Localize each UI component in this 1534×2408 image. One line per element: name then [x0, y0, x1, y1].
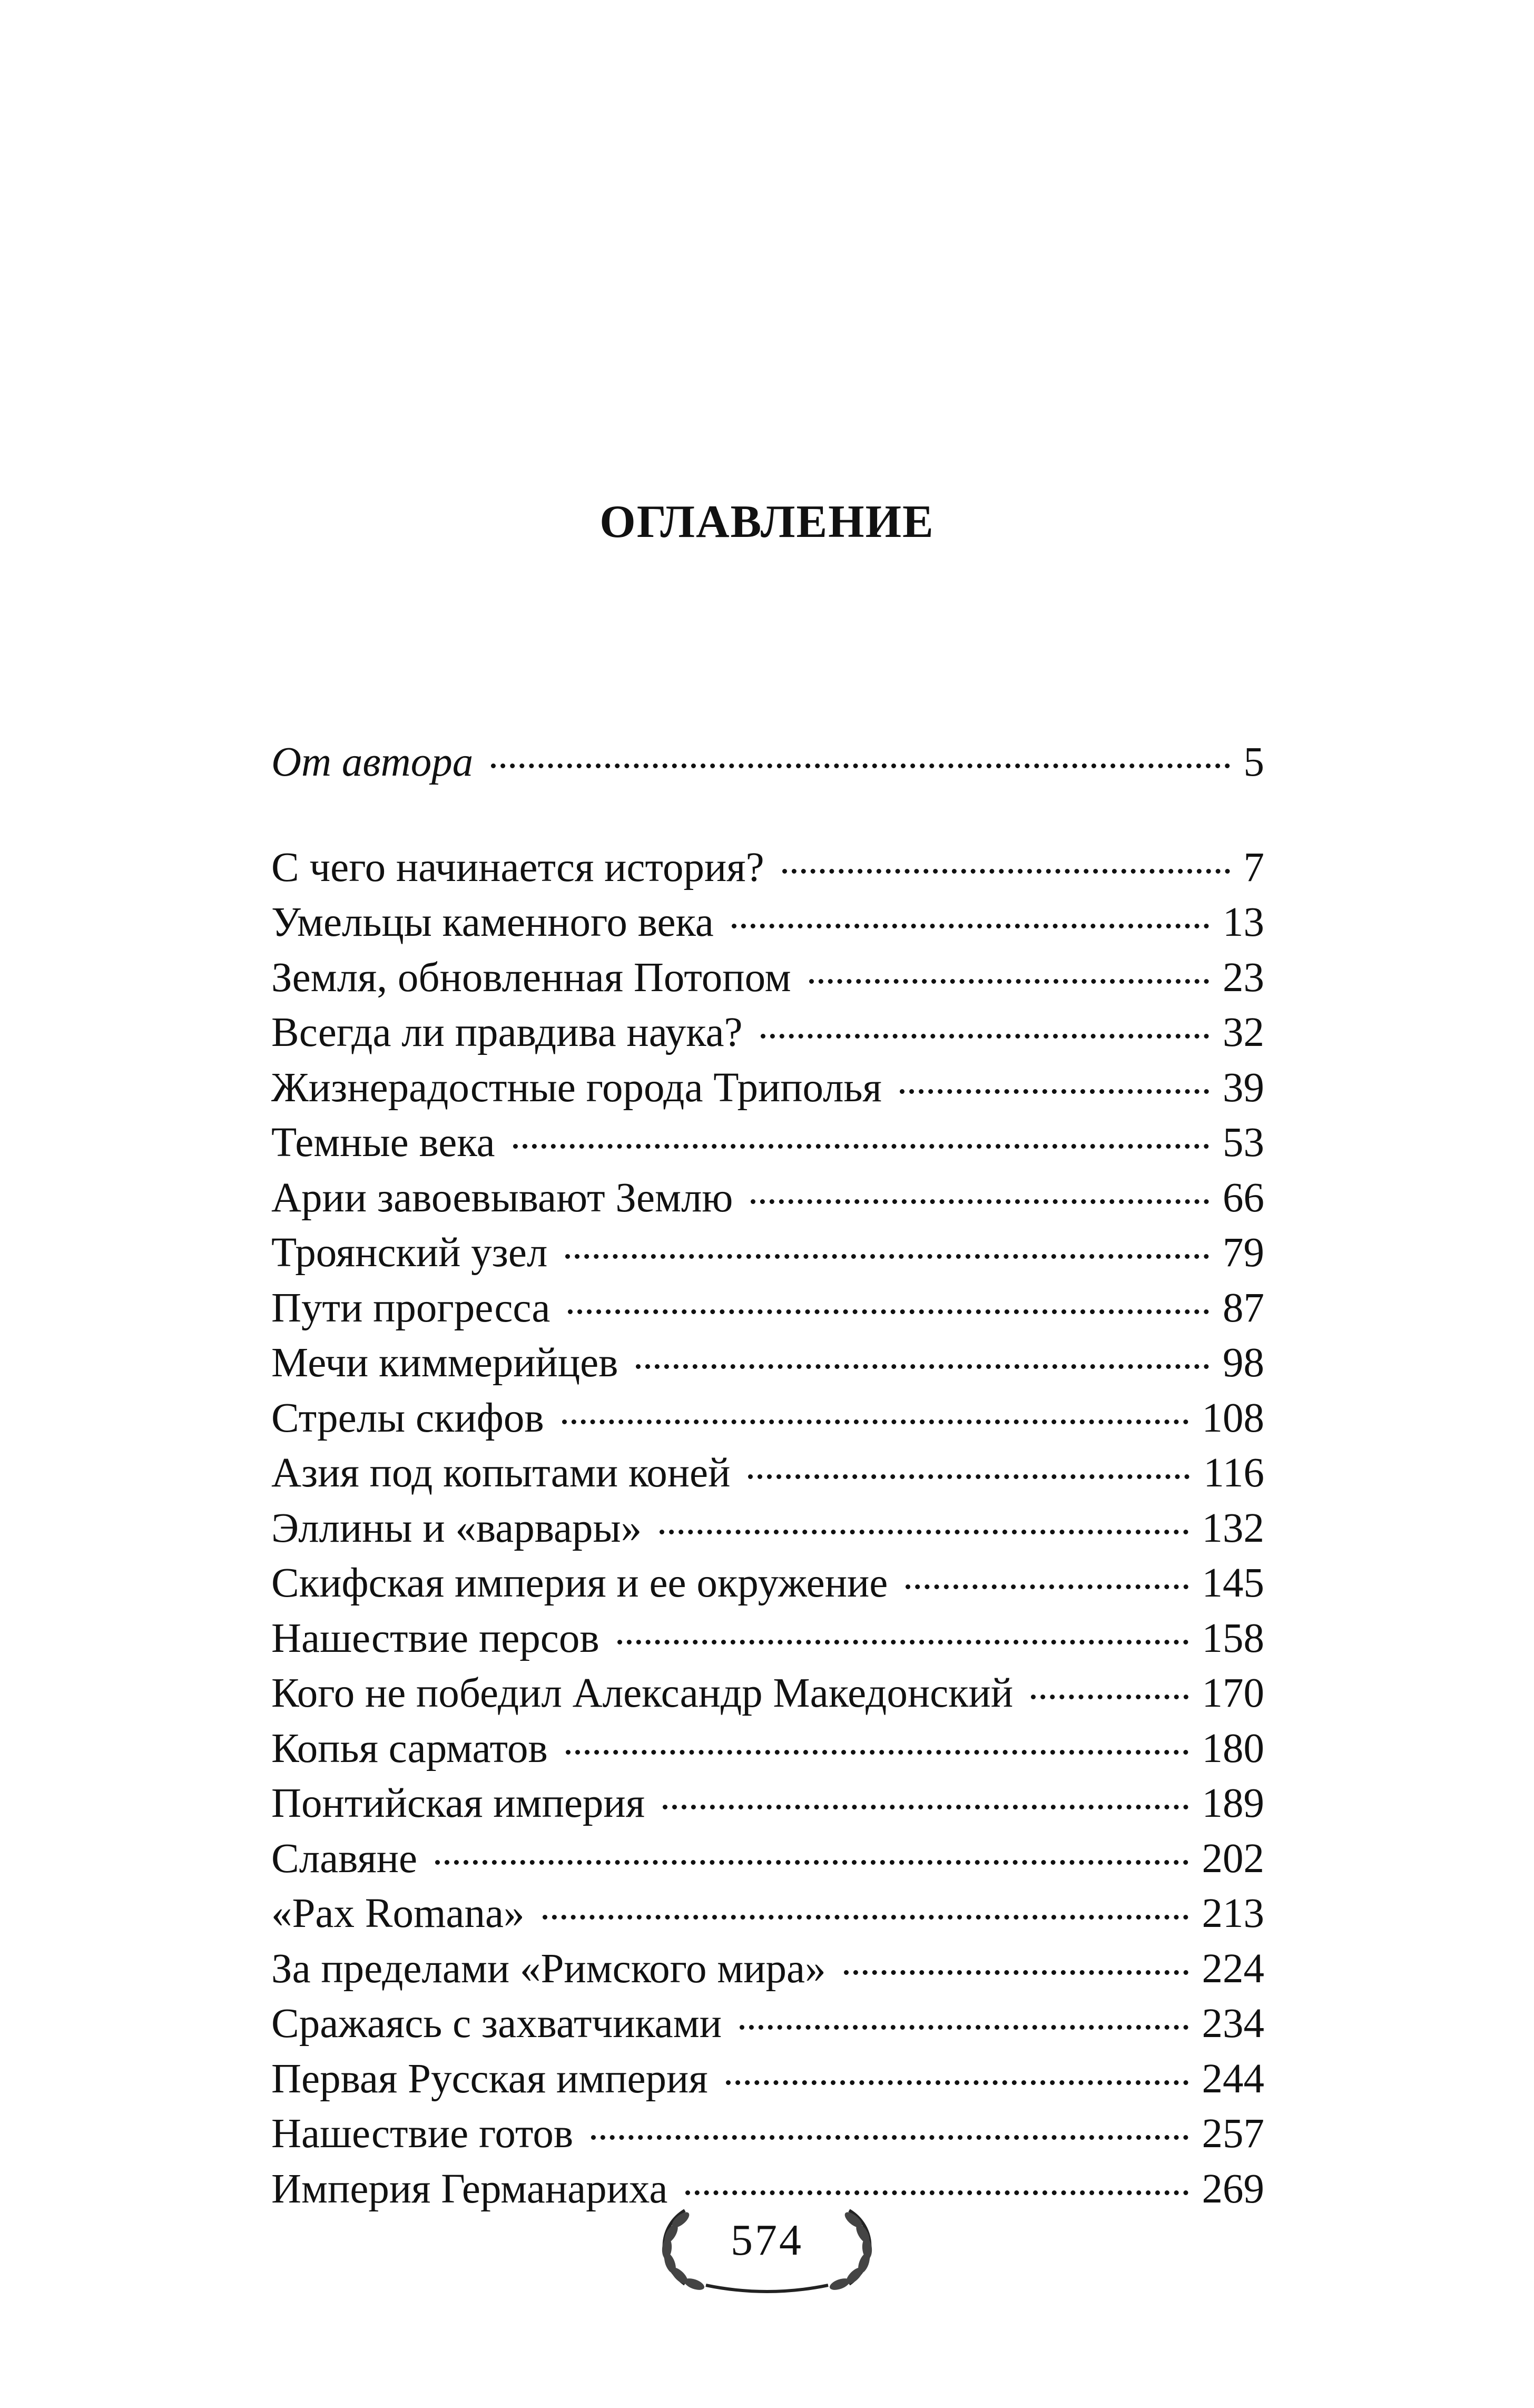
toc-entry-title: Троянский узел [271, 1230, 548, 1276]
toc-entry-page: 234 [1202, 2001, 1264, 2047]
toc-entry[interactable] [271, 2107, 1264, 2162]
toc-entry[interactable] [271, 1061, 1264, 1116]
dot-leader [562, 1420, 1188, 1424]
toc-entry-title: Умельцы каменного века [271, 899, 714, 945]
toc-entry[interactable] [271, 1171, 1264, 1226]
toc-entry-page: 158 [1202, 1615, 1264, 1661]
dot-leader [1031, 1695, 1188, 1699]
toc-entry[interactable] [271, 1005, 1264, 1061]
toc-entry-title: Империя Германариха [271, 2166, 668, 2212]
toc-entry-title: Славяне [271, 1835, 418, 1882]
toc-entry[interactable] [271, 1115, 1264, 1171]
dot-leader [751, 1199, 1209, 1204]
toc-entry[interactable] [271, 1336, 1264, 1391]
toc-entry-page: 224 [1202, 1945, 1264, 1992]
toc-entry-intro[interactable] [271, 735, 1264, 790]
page-number-ornament [648, 2195, 886, 2295]
dot-leader [435, 1860, 1188, 1865]
toc-entry-page: 32 [1223, 1010, 1264, 1055]
dot-leader [844, 1970, 1188, 1975]
toc-entry-page: 213 [1202, 1891, 1264, 1936]
toc-entry-page: 257 [1202, 2111, 1264, 2157]
dot-leader [636, 1364, 1209, 1369]
dot-leader [663, 1805, 1188, 1809]
toc-entry[interactable] [271, 1281, 1264, 1336]
toc-entry-title: Первая Русская империя [271, 2055, 708, 2102]
toc-entry-title: Нашествие персов [271, 1615, 599, 1661]
toc-entry-page: 244 [1202, 2055, 1264, 2102]
toc-entry-page: 108 [1202, 1395, 1264, 1441]
toc-entry-page: 202 [1202, 1835, 1264, 1882]
toc-entry[interactable] [271, 1886, 1264, 1942]
dot-leader [782, 869, 1230, 874]
toc-entry-page: 132 [1202, 1505, 1264, 1551]
dot-leader [568, 1309, 1209, 1314]
toc-entry-page: 23 [1223, 954, 1264, 1001]
toc-entry-title: Сражаясь с захватчиками [271, 2001, 722, 2047]
toc-entry[interactable] [271, 951, 1264, 1006]
toc-entry[interactable] [271, 1611, 1264, 1667]
dot-leader [491, 763, 1230, 768]
toc-entry-list [271, 840, 1264, 2217]
table-of-contents [271, 735, 1264, 2217]
dot-leader [761, 1034, 1209, 1039]
toc-entry-title: За пределами «Римского мира» [271, 1945, 826, 1992]
toc-entry[interactable] [271, 1446, 1264, 1501]
toc-entry-title: Пути прогресса [271, 1285, 550, 1331]
toc-entry-title: Земля, обновленная Потопом [271, 954, 791, 1001]
dot-leader [740, 2025, 1188, 2030]
toc-entry-page: 180 [1202, 1725, 1264, 1771]
toc-entry[interactable] [271, 1226, 1264, 1281]
toc-entry[interactable] [271, 1776, 1264, 1832]
toc-entry[interactable] [271, 1942, 1264, 1997]
toc-entry-title: От автора [271, 739, 474, 785]
toc-entry[interactable] [271, 1996, 1264, 2052]
toc-entry-title: Копья сарматов [271, 1725, 548, 1771]
dot-leader [900, 1089, 1209, 1094]
dot-leader [513, 1144, 1209, 1149]
toc-entry[interactable] [271, 895, 1264, 951]
toc-entry[interactable] [271, 1391, 1264, 1446]
toc-entry-page: 170 [1202, 1670, 1264, 1716]
toc-entry-page: 5 [1243, 739, 1264, 785]
toc-entry-page: 7 [1243, 844, 1264, 890]
toc-entry-title: «Pax Romana» [271, 1891, 525, 1936]
toc-entry-title: Скифская империя и ее окружение [271, 1560, 888, 1606]
toc-entry-title: Жизнерадостные города Триполья [271, 1064, 882, 1111]
toc-entry-title: Темные века [271, 1120, 495, 1166]
toc-entry[interactable] [271, 1666, 1264, 1721]
toc-entry-page: 79 [1223, 1230, 1264, 1276]
toc-entry[interactable] [271, 2052, 1264, 2107]
dot-leader [732, 924, 1209, 928]
toc-entry-page: 13 [1223, 899, 1264, 945]
toc-entry[interactable] [271, 1832, 1264, 1887]
toc-entry-title: Нашествие готов [271, 2111, 574, 2157]
dot-leader [617, 1640, 1188, 1645]
toc-entry-title: Понтийская империя [271, 1780, 645, 1826]
dot-leader [660, 1530, 1188, 1534]
toc-entry-title: Стрелы скифов [271, 1395, 544, 1441]
toc-entry-page: 145 [1202, 1560, 1264, 1606]
toc-entry-title: Кого не победил Александр Македонский [271, 1670, 1014, 1716]
dot-leader [566, 1750, 1188, 1755]
toc-entry[interactable] [271, 840, 1264, 896]
dot-leader [565, 1254, 1209, 1259]
dot-leader [591, 2135, 1188, 2140]
toc-entry-title: Мечи киммерийцев [271, 1340, 618, 1386]
toc-entry[interactable] [271, 1721, 1264, 1777]
toc-entry[interactable] [271, 1501, 1264, 1557]
toc-entry-title: Арии завоевывают Землю [271, 1174, 733, 1221]
toc-entry-page: 189 [1202, 1780, 1264, 1826]
dot-leader [543, 1915, 1188, 1920]
toc-entry-title: С чего начинается история? [271, 844, 764, 890]
toc-entry-title: Эллины и «варвары» [271, 1505, 642, 1551]
toc-entry-page: 98 [1223, 1340, 1264, 1386]
toc-entry-page: 66 [1223, 1174, 1264, 1221]
dot-leader [748, 1474, 1189, 1479]
dot-leader [809, 979, 1209, 984]
toc-entry-title: Всегда ли правдива наука? [271, 1010, 743, 1055]
toc-entry-page: 87 [1223, 1285, 1264, 1331]
toc-entry-page: 53 [1223, 1120, 1264, 1166]
toc-entry[interactable] [271, 1556, 1264, 1611]
page-number: 574 [731, 2216, 803, 2265]
page-title: ОГЛАВЛЕНИЕ [599, 496, 935, 547]
dot-leader [906, 1584, 1188, 1589]
toc-entry-page: 39 [1223, 1064, 1264, 1111]
toc-entry-title: Азия под копытами коней [271, 1450, 731, 1496]
dot-leader [726, 2080, 1188, 2085]
toc-entry-page: 116 [1203, 1450, 1264, 1496]
toc-entry-page: 269 [1202, 2166, 1264, 2212]
